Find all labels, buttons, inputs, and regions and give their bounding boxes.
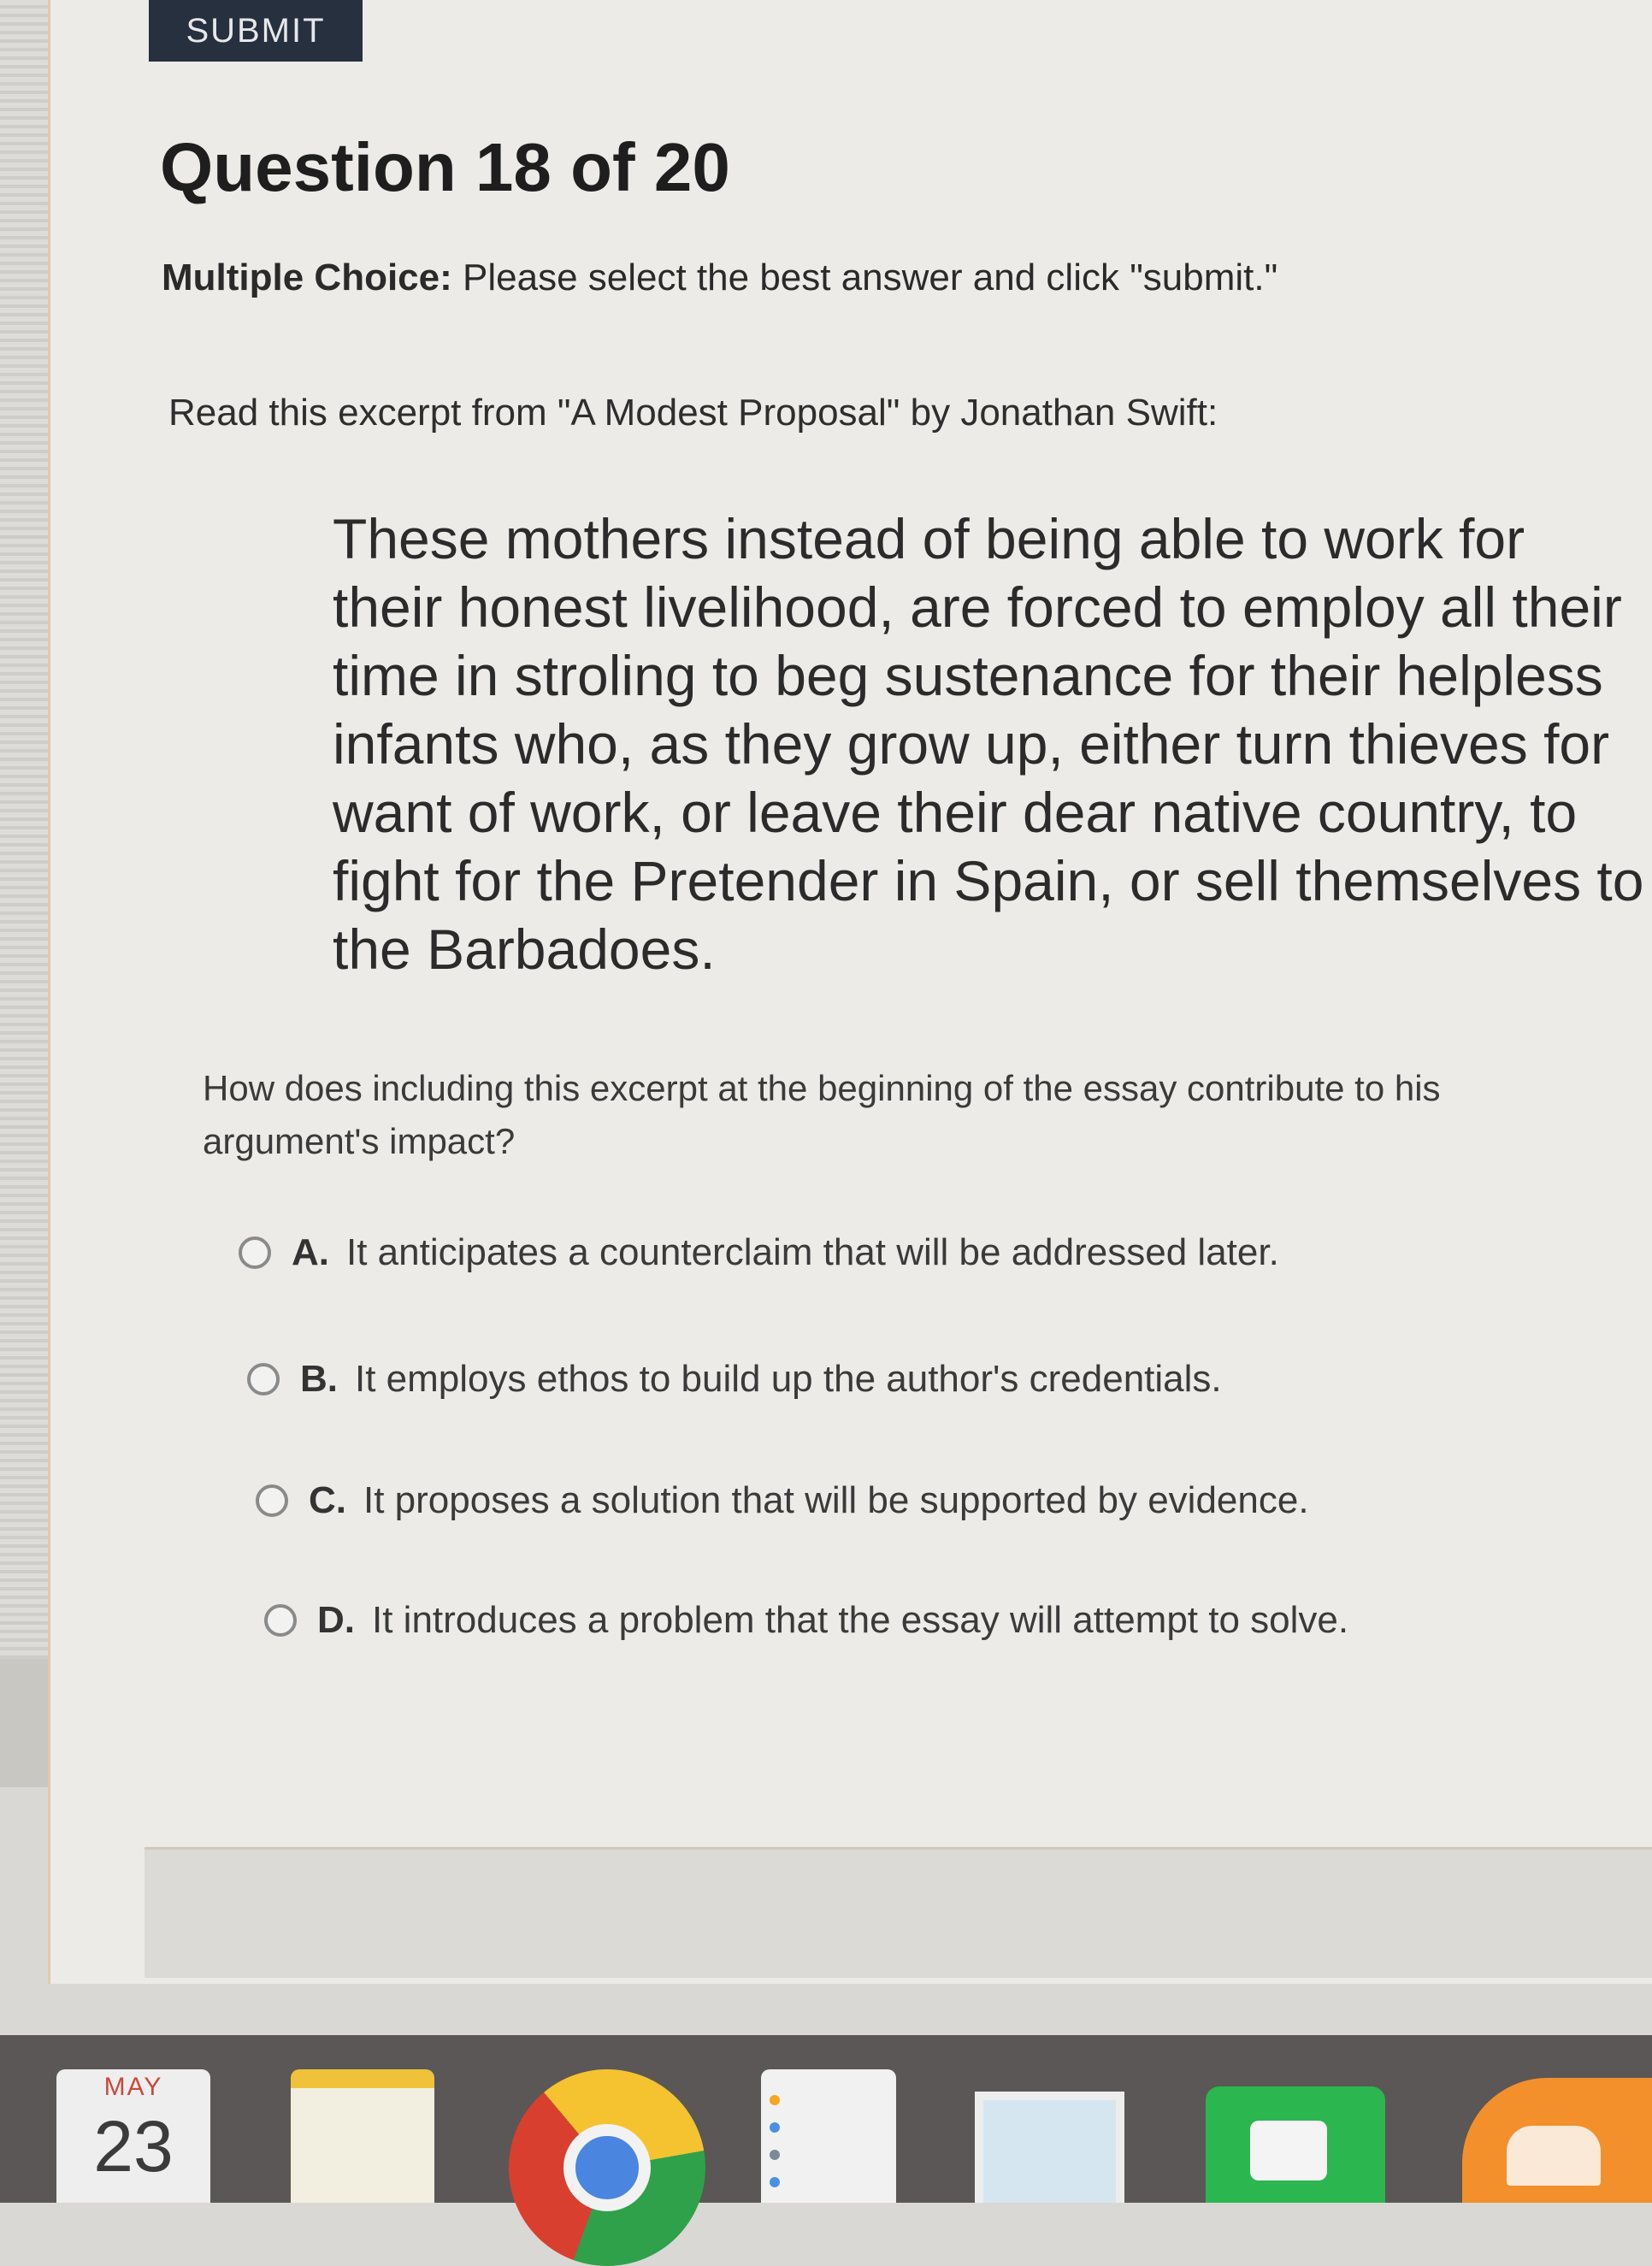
question-stem: How does including this excerpt at the beginning of the essay contribute to his argument's impact?	[203, 1068, 1441, 1161]
option-letter: B.	[300, 1358, 338, 1400]
dock	[0, 2035, 1652, 2203]
option-text: It anticipates a counterclaim that will be addressed later.	[346, 1231, 1279, 1273]
option-letter: C.	[309, 1479, 346, 1521]
option-letter: D.	[317, 1599, 355, 1641]
submit-button[interactable]: SUBMIT	[149, 0, 363, 62]
radio-b[interactable]	[247, 1363, 280, 1396]
instructions	[162, 257, 1277, 299]
option-text: It introduces a problem that the essay will attempt to solve.	[372, 1599, 1349, 1641]
notes-icon[interactable]	[291, 2069, 434, 2203]
instructions-text: Please select the best answer and click "submit."	[451, 257, 1278, 298]
option-letter: A.	[292, 1231, 329, 1273]
option-c[interactable]	[256, 1479, 1309, 1522]
radio-c[interactable]	[256, 1484, 288, 1517]
reminders-icon[interactable]	[761, 2069, 896, 2203]
instructions-label: Multiple Choice:	[162, 257, 452, 298]
radio-a[interactable]	[239, 1236, 271, 1269]
left-sidebar-strip	[0, 0, 48, 1787]
excerpt-intro: Read this excerpt from "A Modest Proposal" by Jonathan Swift:	[168, 392, 1218, 434]
quiz-panel	[48, 0, 1652, 1984]
facetime-icon[interactable]	[1206, 2086, 1385, 2203]
calendar-day: 23	[93, 2106, 174, 2186]
option-text: It proposes a solution that will be supported by evidence.	[363, 1479, 1309, 1521]
option-text: It employs ethos to build up the author's credentials.	[355, 1358, 1222, 1400]
calendar-icon[interactable]	[56, 2069, 210, 2203]
preview-icon[interactable]	[975, 2092, 1124, 2203]
option-d[interactable]	[264, 1599, 1348, 1642]
chrome-icon[interactable]	[509, 2069, 705, 2266]
question-title: Question 18 of 20	[160, 129, 730, 205]
footer-band	[145, 1847, 1652, 1978]
excerpt-text: These mothers instead of being able to work for their honest livelihood, are forced to employ all their time in stroling to beg sustenance for their helpless infants who, as they grow up, either turn thieves for want of work, or leave their dear native country, to fight for the Pretender in Spain, or sell themselves to the Barbadoes.	[333, 507, 1644, 981]
calendar-month: MAY	[103, 2073, 163, 2101]
left-sidebar-panel	[0, 1659, 48, 1787]
books-icon[interactable]	[1462, 2078, 1652, 2203]
option-b[interactable]	[247, 1358, 1222, 1401]
option-a[interactable]	[239, 1231, 1279, 1274]
radio-d[interactable]	[264, 1604, 297, 1637]
